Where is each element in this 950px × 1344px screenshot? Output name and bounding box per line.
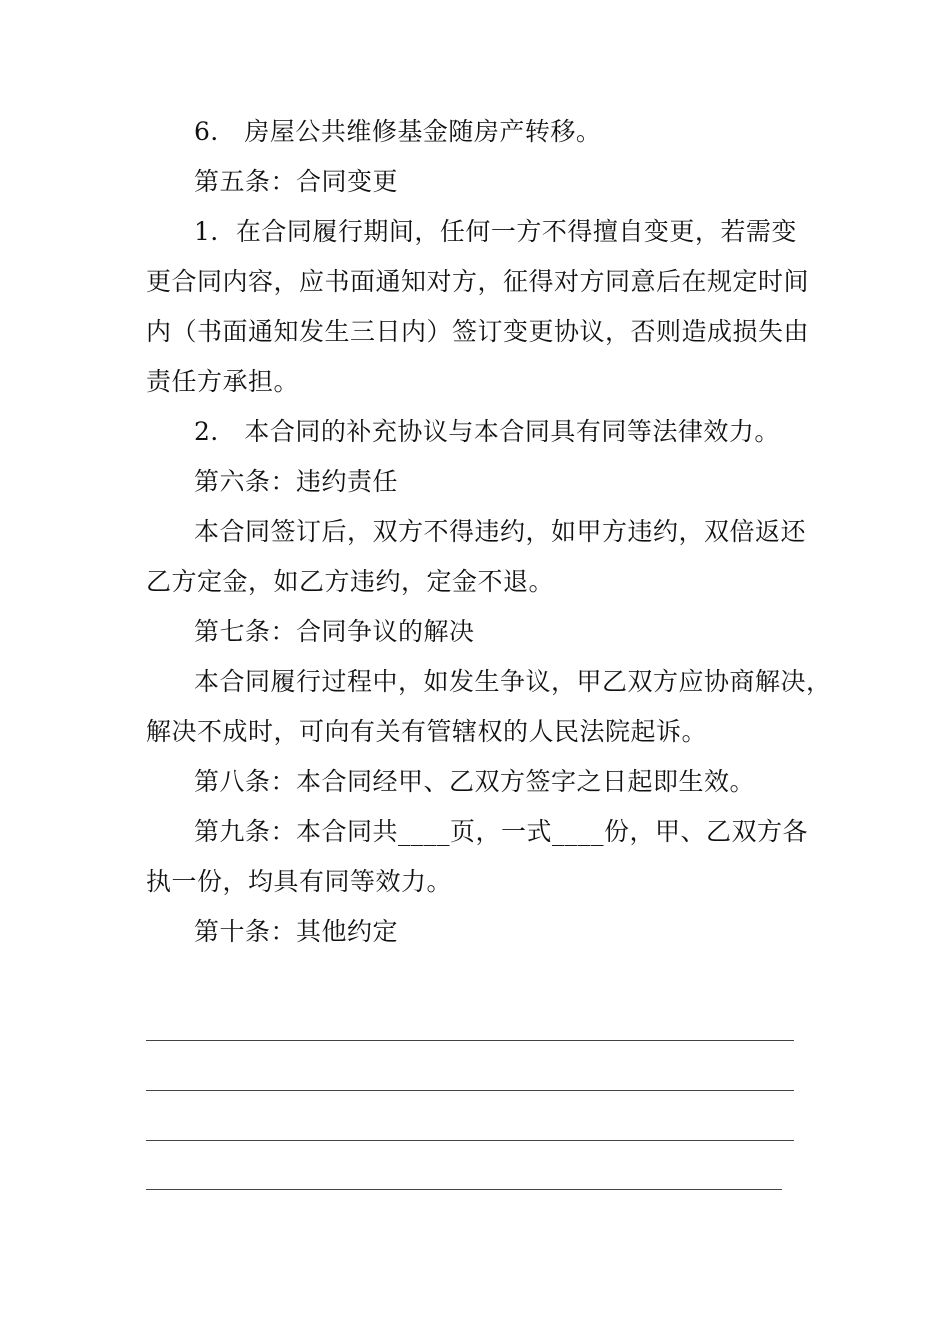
article-5-item-1-line-1: 1．在合同履行期间，任何一方不得擅自变更，若需变 bbox=[194, 217, 797, 246]
article-10-heading: 第十条：其他约定 bbox=[194, 917, 399, 946]
article-7-body-line-2: 解决不成时，可向有关有管辖权的人民法院起诉。 bbox=[146, 717, 708, 746]
clause-5-6-text: 6． 房屋公共维修基金随房产转移。 bbox=[194, 117, 602, 146]
article-7-heading: 第七条：合同争议的解决 bbox=[194, 617, 475, 646]
article-5-item-1-line-3: 内（书面通知发生三日内）签订变更协议，否则造成损失由 bbox=[146, 317, 810, 346]
article-8-text: 第八条：本合同经甲、乙双方签字之日起即生效。 bbox=[194, 767, 756, 796]
article-5-item-1-line-2: 更合同内容，应书面通知对方，征得对方同意后在规定时间 bbox=[146, 267, 810, 296]
article-7-body-line-1: 本合同履行过程中，如发生争议，甲乙双方应协商解决， bbox=[194, 667, 832, 696]
article-5-item-1-line-4: 责任方承担。 bbox=[146, 367, 300, 396]
article-6-body-line-1: 本合同签订后，双方不得违约，如甲方违约，双倍返还 bbox=[194, 517, 807, 546]
blank-line-1 bbox=[146, 1040, 794, 1041]
blank-line-2 bbox=[146, 1090, 794, 1091]
article-6-heading: 第六条：违约责任 bbox=[194, 467, 399, 496]
article-6-body-line-2: 乙方定金，如乙方违约，定金不退。 bbox=[146, 567, 555, 596]
article-9-line-2: 执一份，均具有同等效力。 bbox=[146, 867, 453, 896]
article-5-heading: 第五条：合同变更 bbox=[194, 167, 399, 196]
blank-line-3 bbox=[146, 1140, 794, 1141]
blank-line-4 bbox=[146, 1189, 782, 1190]
article-9-line-1: 第九条：本合同共____页，一式____份，甲、乙双方各 bbox=[194, 817, 809, 846]
article-5-item-2: 2． 本合同的补充协议与本合同具有同等法律效力。 bbox=[194, 417, 780, 446]
